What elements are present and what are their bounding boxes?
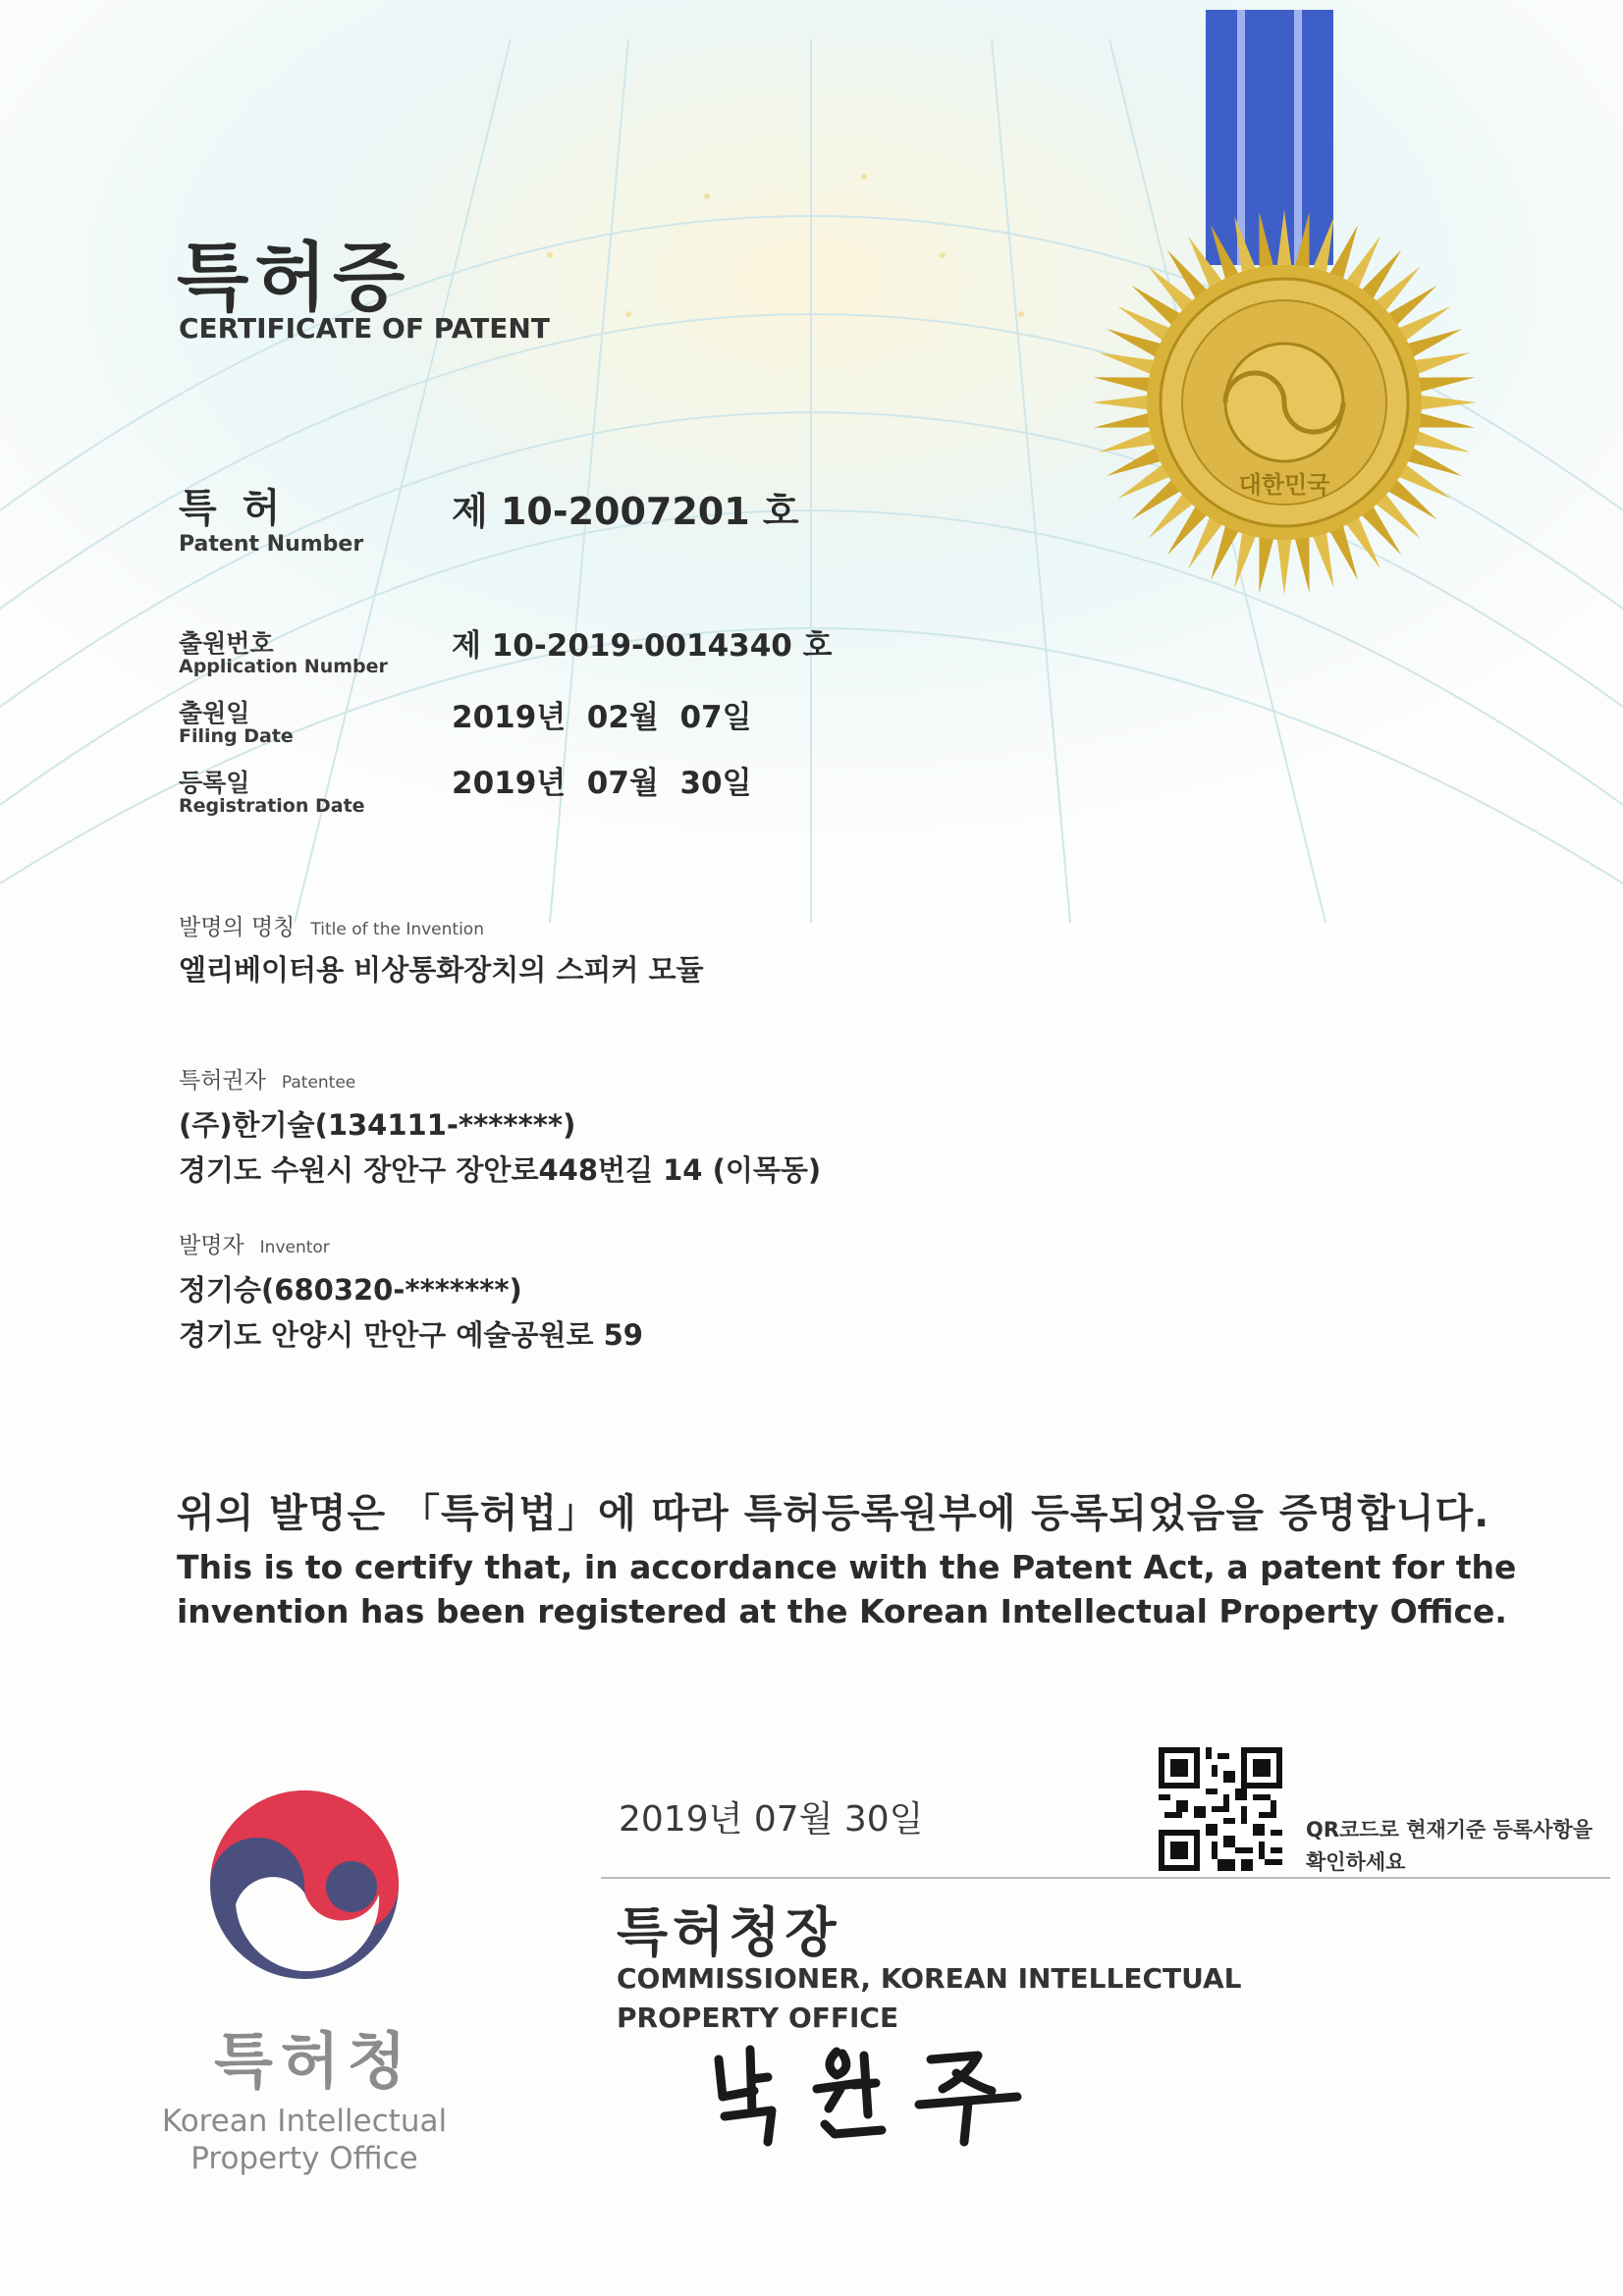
invention-title-value: 엘리베이터용 비상통화장치의 스피커 모듈 [179, 953, 704, 987]
filing-date-label-en: Filing Date [179, 725, 294, 747]
invention-title-heading [179, 909, 484, 941]
invention-title-label-en: Title of the Invention [310, 920, 484, 939]
inventor-label-ko: 발명자 [179, 1233, 244, 1258]
registration-date-label-en: Registration Date [179, 795, 365, 817]
patentee-address: 경기도 수원시 장안구 장안로448번길 14 (이목동) [179, 1153, 822, 1187]
application-number-label-ko: 출원번호 [179, 629, 274, 658]
inventor-address: 경기도 안양시 만안구 예술공원로 59 [179, 1318, 643, 1352]
office-name-en: Korean Intellectual Property Office [161, 2104, 448, 2176]
patentee-label-en: Patentee [281, 1073, 356, 1093]
seal-text: 대한민국 [1238, 471, 1330, 499]
qr-code[interactable] [1159, 1747, 1282, 1871]
invention-title-label-ko: 발명의 명칭 [179, 915, 296, 940]
patent-number-label-en: Patent Number [179, 532, 364, 557]
certification-statement-ko: 위의 발명은 「특허법」에 따라 특허등록원부에 등록되었음을 증명합니다. [177, 1491, 1490, 1536]
filing-date-label-ko: 출원일 [179, 699, 250, 727]
taegeuk-logo-icon [206, 1787, 403, 1983]
issue-date: 2019년 07월 30일 [619, 1799, 924, 1840]
filing-date-value: 2019년 02월 07일 [452, 700, 752, 735]
qr-instruction: QR코드로 현재기준 등록사항을 확인하세요 [1306, 1818, 1594, 1874]
commissioner-title-en: COMMISSIONER, KOREAN INTELLECTUAL PROPERTY OFFICE [617, 1962, 1242, 2034]
patentee-label-ko: 특허권자 [179, 1068, 266, 1094]
blue-ribbon-icon [1206, 10, 1333, 265]
certificate-title-en: CERTIFICATE OF PATENT [179, 312, 550, 345]
inventor-name: 정기승(680320-*******) [179, 1273, 522, 1307]
certification-statement-en: This is to certify that, in accordance with the Patent Act, a patent for the invention has been registered at the Korean Intellectual Property Office. [177, 1548, 1517, 1630]
patentee-name: (주)한기술(134111-*******) [179, 1108, 576, 1142]
registration-date-label-ko: 등록일 [179, 769, 250, 797]
application-number-label-en: Application Number [179, 656, 388, 677]
patent-number-value: 제 10-2007201 호 [452, 490, 799, 533]
certificate-title-ko: 특허증 [177, 234, 411, 321]
office-name-ko: 특허청 [214, 2025, 414, 2097]
patentee-heading [179, 1062, 355, 1095]
inventor-heading [179, 1227, 330, 1259]
application-number-value: 제 10-2019-0014340 호 [452, 628, 833, 664]
commissioner-title-ko: 특허청장 [617, 1901, 841, 1963]
gold-seal-emblem [1080, 10, 1492, 638]
patent-number-label-ko: 특 허 [179, 486, 287, 531]
commissioner-signature [707, 2032, 1041, 2150]
inventor-label-en: Inventor [259, 1238, 330, 1257]
registration-date-value: 2019년 07월 30일 [452, 766, 752, 801]
